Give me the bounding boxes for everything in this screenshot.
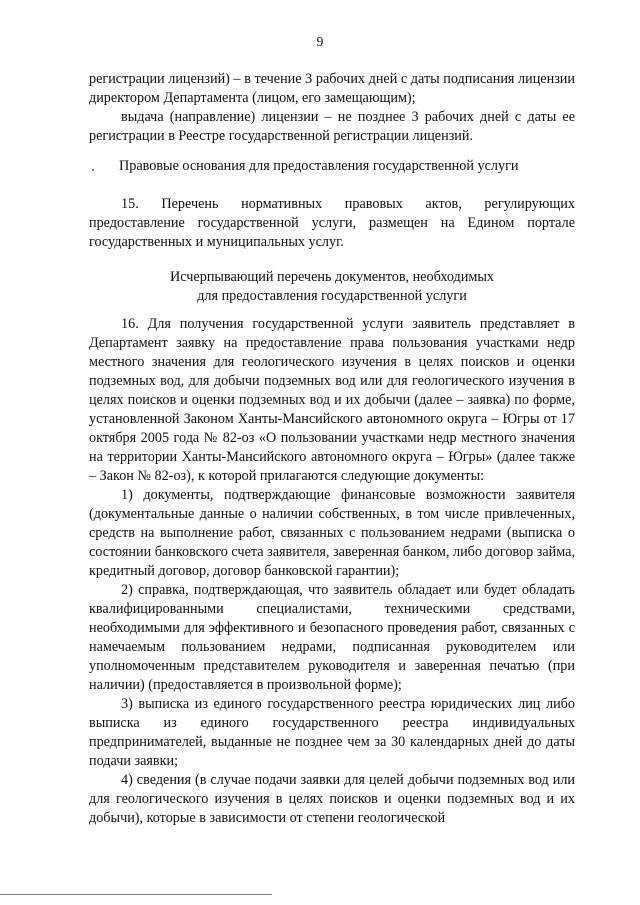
document-body	[89, 70, 575, 828]
list-item-2: 2) справка, подтверждающая, что заявитель обладает или будет обладать квалифицированными специалистами, техническими средствами, необходимыми для эффективного и безопасного проведения работ, связанных с намечаемым пользованием недрами, подписанная руководителем или уполномоченным представителем руководителя и заверенная печатью (при наличии) (предоставляется в произвольной форме);	[89, 582, 575, 693]
list-item-3: 3) выписка из единого государственного реестра юридических лиц либо выписка из единого государственного реестра индивидуальных предпринимателей, выданные не позднее чем за 30 календарных дней до даты подачи заявки;	[89, 696, 575, 769]
page-number: 9	[316, 34, 324, 49]
list-item-1: 1) документы, подтверждающие финансовые возможности заявителя (документальные данные о наличии собственных, в том числе привлеченных, средств на выполнение работ, связанных с пользованием недрами (выписка о состоянии банковского счета заявителя, заверенная банком, либо договор займа, кредитный договор, договор банковской гарантии);	[89, 487, 575, 579]
paragraph-16: 16. Для получения государственной услуги заявитель представляет в Департамент заявку на предоставление права пользования участками недр местного значения для геологического изучения в целях поисков и оценки подземных вод, для добычи подземных вод или для геологического изучения в целях поисков и оценки подземных вод и их добычи (далее – заявка) по форме, установленной Законом Ханты-Мансийского автономного округа – Югры от 17 октября 2005 года № 82-оз «О пользовании участками недр местного значения на территории Ханты-Мансийского автономного округа – Югры» (далее также – Закон № 82-оз), к которой прилагаются следующие документы:	[89, 316, 575, 484]
paragraph-registration-terms: регистрации лицензий) – в течение 3 рабочих дней с даты подписания лицензии директором Департамента (лицом, его замещающим);	[89, 71, 575, 106]
section-heading-documents-line1: Исчерпывающий перечень документов, необходимых	[170, 269, 494, 285]
footnote-divider	[0, 894, 272, 895]
list-item-4: 4) сведения (в случае подачи заявки для целей добычи подземных вод или для геологического изучения в целях поисков и оценки подземных вод и их добычи), которые в зависимости от степени геологической	[89, 772, 575, 826]
section-heading-documents-line2: для предоставления государственной услуги	[197, 288, 467, 304]
paragraph-15: 15. Перечень нормативных правовых актов, регулирующих предоставление государственной услуги, размещен на Едином портале государственных и муниципальных услуг.	[89, 196, 575, 250]
section-heading-legal-basis: Правовые основания для предоставления государственной услуги	[119, 158, 519, 174]
paragraph-license-issuance: выдача (направление) лицензии – не позднее 3 рабочих дней с даты ее регистрации в Реестре государственной регистрации лицензий.	[89, 109, 575, 144]
